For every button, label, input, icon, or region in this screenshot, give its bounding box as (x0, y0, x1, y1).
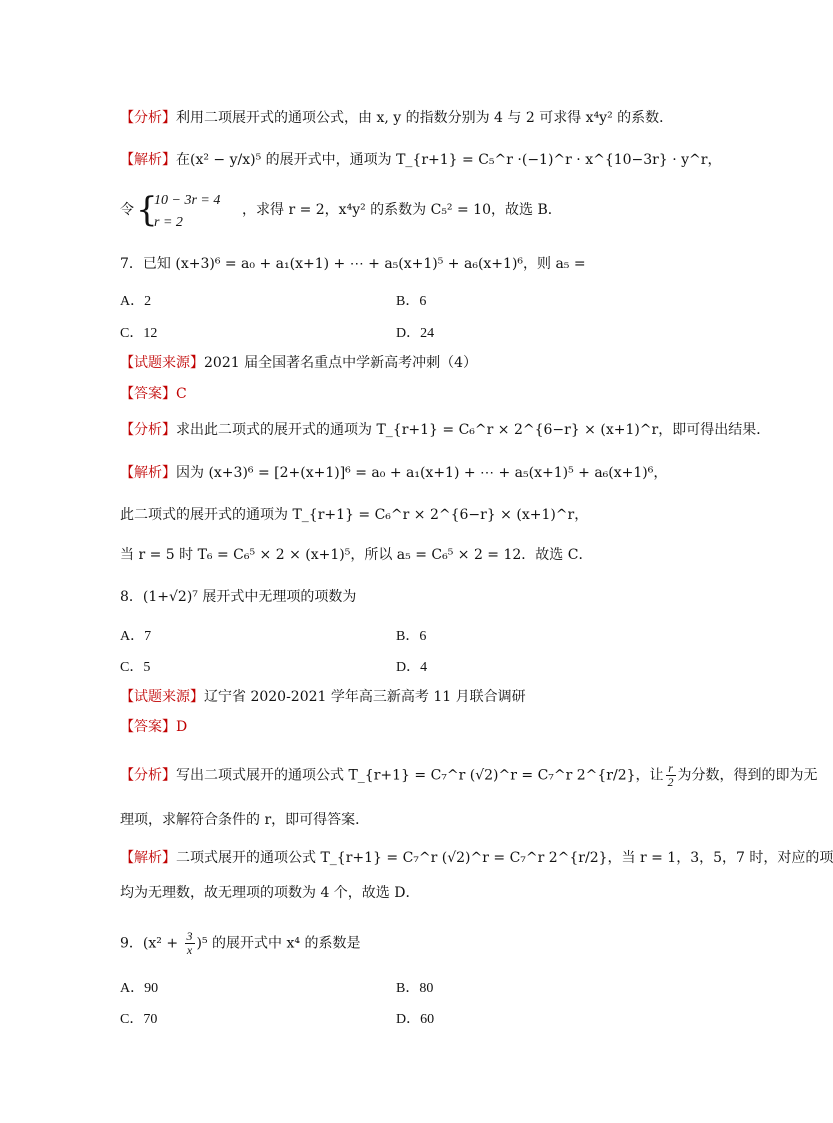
q7-analysis (120, 420, 770, 440)
q7-option-d: D．24 (396, 326, 435, 341)
q8-solution-2: 均为无理数，故无理项的项数为 4 个，故选 D． (120, 885, 420, 901)
analysis-tag: 【分析】 (120, 110, 176, 126)
q7-option-b: B．6 (396, 294, 427, 309)
source-tag: 【试题来源】 (120, 355, 204, 371)
equation-system (154, 190, 220, 234)
q7-solution-1 (120, 463, 667, 483)
question-9 (120, 930, 360, 957)
equation-row-1: 10 − 3r = 4 (154, 193, 221, 208)
equation-brace: { (136, 190, 158, 230)
let-word: 令 (120, 202, 134, 218)
fraction-3-over-x (185, 930, 195, 957)
q8-analysis-1 (120, 762, 818, 789)
q8-option-c: C．5 (120, 660, 151, 675)
analysis-tag: 【分析】 (120, 422, 176, 438)
q8-solution-1 (120, 848, 833, 868)
frac-numerator: r (666, 762, 676, 776)
source-text: 2021 届全国著名重点中学新高考冲刺（4） (204, 355, 477, 371)
q8-option-a: A．7 (120, 629, 152, 644)
question-8-text: 8．(1+√2)⁷ 展开式中无理项的项数为 (120, 589, 357, 605)
analysis-line-q6 (120, 108, 673, 128)
q9-option-b: B．80 (396, 981, 434, 996)
q7-solution-3: 当 r = 5 时 T₆ = C₆⁵ × 2 × (x+1)⁵，所以 a₅ = C₆⁵ × 2 = 12．故选 C． (120, 547, 593, 563)
question-9-text: 9．(x² + (120, 935, 183, 952)
question-7-text: 7．已知 (x+3)⁶ = a₀ + a₁(x+1) + ⋯ + a₅(x+1)⁵ + a₆(x+1)⁶，则 a₅ = (120, 256, 586, 272)
answer-value: C (176, 386, 187, 402)
q7-source (120, 353, 477, 373)
q9-option-d: D．60 (396, 1012, 435, 1027)
solution-tag: 【解析】 (120, 152, 176, 168)
frac-denominator: x (186, 943, 193, 957)
solution-line-q6-cont (120, 200, 134, 220)
source-text: 辽宁省 2020-2021 学年高三新高考 11 月联合调研 (204, 689, 526, 705)
analysis-text: 写出二项式展开的通项公式 T_{r+1} = C₇^r (√2)^r = C₇^r 2^{r/2}，让 (176, 767, 664, 784)
answer-value: D (176, 719, 188, 735)
q8-option-d: D．4 (396, 660, 428, 675)
solution-tag: 【解析】 (120, 465, 176, 481)
equation-row-2: r = 2 (154, 215, 183, 230)
q9-option-a: A．90 (120, 981, 159, 996)
q8-analysis-2: 理项，求解符合条件的 r，即可得答案． (120, 812, 370, 828)
source-tag: 【试题来源】 (120, 689, 204, 705)
frac-denominator: 2 (667, 775, 674, 789)
q7-option-c: C．12 (120, 326, 158, 341)
analysis-text: 求出此二项式的展开式的通项为 T_{r+1} = C₆^r × 2^{6−r} × (x+1)^r，即可得出结果． (176, 422, 771, 438)
q7-answer (120, 384, 187, 404)
solution-text: 因为 (x+3)⁶ = [2+(x+1)]⁶ = a₀ + a₁(x+1) + ⋯ + a₅(x+1)⁵ + a₆(x+1)⁶， (176, 465, 668, 481)
q7-solution-2: 此二项式的展开式的通项为 T_{r+1} = C₆^r × 2^{6−r} × (x+1)^r， (120, 507, 589, 523)
q9-option-c: C．70 (120, 1012, 158, 1027)
solution-tag: 【解析】 (120, 850, 176, 866)
fraction-r-over-2 (666, 762, 676, 789)
analysis-tag: 【分析】 (120, 767, 176, 784)
frac-numerator: 3 (186, 929, 193, 943)
answer-tag: 【答案】 (120, 719, 176, 735)
q8-answer (120, 717, 187, 737)
analysis-text-cont: 为分数，得到的即为无 (677, 767, 818, 784)
solution-line-q6 (120, 150, 721, 170)
solution-result-text: ，求得 r = 2，x⁴y² 的系数为 C₅² = 10，故选 B． (242, 202, 562, 218)
q8-source (120, 687, 526, 707)
q8-option-b: B．6 (396, 629, 427, 644)
solution-text: 在(x² − y/x)⁵ 的展开式中，通项为 T_{r+1} = C₅^r ·(−1)^r · x^{10−3r} · y^r， (176, 152, 722, 168)
q7-option-a: A．2 (120, 294, 152, 309)
answer-tag: 【答案】 (120, 386, 176, 402)
question-7 (120, 254, 586, 274)
solution-result-q6 (242, 200, 562, 220)
analysis-text: 利用二项展开式的通项公式，由 x, y 的指数分别为 4 与 2 可求得 x⁴y² 的系数． (176, 110, 674, 126)
question-9-text-cont: )⁵ 的展开式中 x⁴ 的系数是 (196, 935, 361, 952)
solution-text: 二项式展开的通项公式 T_{r+1} = C₇^r (√2)^r = C₇^r 2^{r/2}，当 r = 1，3，5，7 时，对应的项 (176, 850, 833, 866)
question-8 (120, 587, 356, 607)
